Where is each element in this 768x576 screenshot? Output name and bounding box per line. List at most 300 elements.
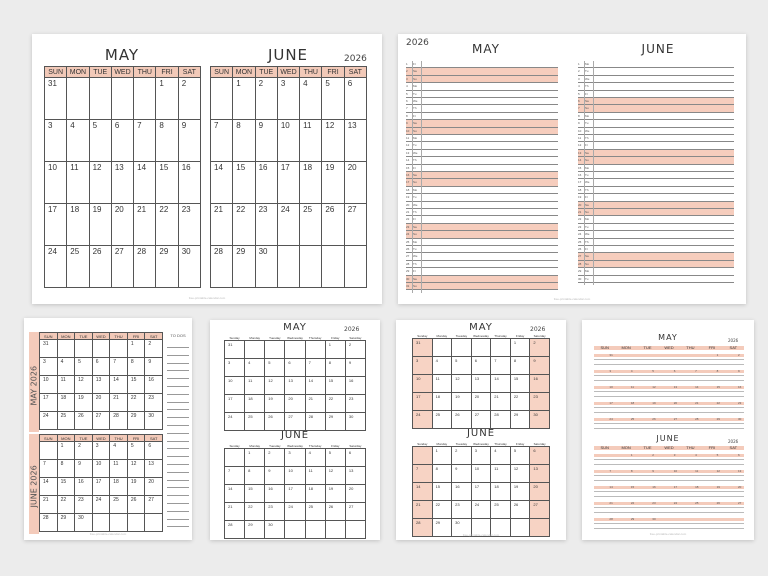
day-cell[interactable] [127,514,145,532]
day-cell[interactable]: 24 [471,501,491,519]
day-cell[interactable]: 2 [75,442,93,460]
day-row[interactable] [578,179,734,186]
day-row[interactable] [406,172,558,179]
day-number[interactable]: 7 [609,469,612,473]
day-number[interactable]: 23 [652,501,656,505]
day-cell[interactable]: 10 [225,377,245,395]
day-number[interactable]: 21 [695,401,699,405]
day-row[interactable] [578,142,734,149]
day-cell[interactable]: 28 [211,246,233,288]
day-cell[interactable]: 7 [110,358,128,376]
day-cell[interactable]: 3 [277,78,299,120]
day-cell[interactable]: 28 [413,519,433,537]
todo-line[interactable] [167,496,189,504]
day-number[interactable]: 4 [695,453,697,457]
day-cell[interactable]: 4 [57,358,75,376]
day-cell[interactable]: 14 [211,162,233,204]
day-cell[interactable]: 9 [75,460,93,478]
day-cell[interactable]: 14 [305,377,325,395]
day-number[interactable]: 12 [716,469,720,473]
day-cell[interactable] [40,442,58,460]
day-row[interactable] [578,120,734,127]
note-line[interactable] [594,380,744,381]
day-cell[interactable]: 20 [145,478,163,496]
day-cell[interactable]: 8 [233,120,255,162]
day-cell[interactable]: 22 [156,204,178,246]
day-cell[interactable]: 12 [510,465,530,483]
day-number[interactable]: 15 [630,485,635,489]
day-cell[interactable] [471,339,491,357]
day-cell[interactable]: 3 [413,357,433,375]
day-cell[interactable]: 25 [57,412,75,430]
day-cell[interactable]: 9 [265,467,285,485]
day-cell[interactable]: 9 [452,465,472,483]
day-cell[interactable]: 23 [178,204,200,246]
day-row[interactable] [406,194,558,201]
day-number[interactable]: 25 [695,501,699,505]
day-cell[interactable]: 6 [471,357,491,375]
day-cell[interactable]: 19 [89,204,111,246]
note-line[interactable] [594,428,744,429]
day-cell[interactable]: 19 [452,393,472,411]
day-cell[interactable]: 29 [432,519,452,537]
day-cell[interactable] [89,78,111,120]
todo-line[interactable] [167,519,189,527]
day-cell[interactable]: 15 [233,162,255,204]
todo-line[interactable] [167,356,189,364]
todo-line[interactable] [167,371,189,379]
day-cell[interactable]: 19 [325,485,345,503]
day-number[interactable]: 10 [609,385,613,389]
day-cell[interactable]: 9 [145,358,163,376]
day-cell[interactable]: 25 [300,204,322,246]
day-cell[interactable]: 5 [322,78,344,120]
day-cell[interactable]: 27 [345,503,365,521]
day-cell[interactable]: 20 [92,394,110,412]
day-cell[interactable]: 14 [413,483,433,501]
day-number[interactable]: 28 [609,517,613,521]
todo-line[interactable] [167,441,189,449]
day-row[interactable] [578,276,734,283]
note-line[interactable] [594,496,744,497]
day-cell[interactable] [211,78,233,120]
day-cell[interactable]: 6 [530,447,550,465]
day-cell[interactable] [285,521,305,539]
day-cell[interactable] [75,340,93,358]
day-row[interactable] [406,105,558,112]
day-number[interactable]: 29 [630,517,635,521]
day-cell[interactable]: 25 [110,496,128,514]
day-row[interactable] [406,179,558,186]
day-cell[interactable]: 12 [127,460,145,478]
day-cell[interactable] [432,339,452,357]
day-cell[interactable]: 25 [491,501,511,519]
day-row[interactable] [578,91,734,98]
day-cell[interactable]: 14 [110,376,128,394]
note-line[interactable] [594,480,744,481]
day-cell[interactable] [145,514,163,532]
day-cell[interactable]: 18 [491,483,511,501]
day-cell[interactable]: 25 [432,411,452,429]
day-row[interactable] [406,98,558,105]
day-cell[interactable]: 1 [233,78,255,120]
day-cell[interactable]: 22 [325,395,345,413]
day-cell[interactable]: 21 [40,496,58,514]
day-cell[interactable] [322,246,344,288]
day-cell[interactable]: 30 [345,413,365,431]
day-cell[interactable]: 30 [145,412,163,430]
day-cell[interactable]: 20 [111,204,133,246]
note-line[interactable] [594,528,744,529]
day-cell[interactable]: 20 [344,162,366,204]
day-cell[interactable]: 2 [255,78,277,120]
day-cell[interactable]: 11 [300,120,322,162]
day-cell[interactable]: 5 [89,120,111,162]
day-cell[interactable]: 11 [67,162,89,204]
day-number[interactable]: 6 [673,369,676,373]
day-cell[interactable]: 29 [156,246,178,288]
day-cell[interactable]: 2 [265,449,285,467]
day-cell[interactable]: 30 [530,411,550,429]
day-row[interactable] [578,165,734,172]
day-number[interactable]: 23 [738,401,742,405]
day-cell[interactable]: 16 [145,376,163,394]
day-cell[interactable]: 7 [40,460,58,478]
day-number[interactable]: 17 [673,485,678,489]
day-cell[interactable] [265,341,285,359]
day-number[interactable]: 24 [673,501,678,505]
day-cell[interactable]: 29 [233,246,255,288]
day-cell[interactable]: 15 [156,162,178,204]
day-cell[interactable]: 10 [277,120,299,162]
day-row[interactable] [406,216,558,223]
day-cell[interactable]: 21 [305,395,325,413]
day-number[interactable]: 19 [716,485,720,489]
note-line[interactable] [594,396,744,397]
note-line[interactable] [594,391,744,392]
day-cell[interactable]: 8 [127,358,145,376]
day-cell[interactable] [305,341,325,359]
day-cell[interactable]: 13 [145,460,163,478]
day-row[interactable] [406,120,558,127]
day-cell[interactable]: 13 [344,120,366,162]
day-cell[interactable]: 10 [285,467,305,485]
day-number[interactable]: 7 [695,369,697,373]
day-cell[interactable]: 24 [413,411,433,429]
day-cell[interactable]: 27 [285,413,305,431]
day-cell[interactable]: 7 [413,465,433,483]
day-cell[interactable]: 7 [491,357,511,375]
day-cell[interactable]: 11 [245,377,265,395]
day-cell[interactable]: 15 [57,478,75,496]
day-cell[interactable]: 28 [134,246,156,288]
day-cell[interactable]: 10 [92,460,110,478]
day-cell[interactable]: 14 [40,478,58,496]
day-cell[interactable]: 28 [110,412,128,430]
day-number[interactable]: 16 [652,485,656,489]
day-row[interactable] [406,231,558,238]
day-number[interactable]: 30 [738,417,742,421]
day-cell[interactable]: 14 [134,162,156,204]
calendar-card-stacked-weekends[interactable] [396,320,566,540]
day-cell[interactable]: 16 [255,162,277,204]
day-number[interactable]: 1 [716,353,719,357]
day-cell[interactable]: 16 [452,483,472,501]
day-cell[interactable]: 4 [67,120,89,162]
day-cell[interactable]: 13 [285,377,305,395]
day-number[interactable]: 2 [738,353,740,357]
day-row[interactable] [406,83,558,90]
day-number[interactable]: 28 [695,417,699,421]
day-cell[interactable] [245,341,265,359]
day-cell[interactable]: 22 [245,503,265,521]
day-cell[interactable]: 3 [45,120,67,162]
day-cell[interactable]: 13 [471,375,491,393]
day-cell[interactable] [92,340,110,358]
day-row[interactable] [406,76,558,83]
day-cell[interactable]: 5 [265,359,285,377]
day-number[interactable]: 21 [609,501,613,505]
day-cell[interactable]: 20 [345,485,365,503]
calendar-card-todo[interactable] [24,318,192,540]
day-cell[interactable]: 17 [40,394,58,412]
day-cell[interactable]: 23 [265,503,285,521]
day-row[interactable] [578,113,734,120]
todo-line[interactable] [167,387,189,395]
todo-line[interactable] [167,402,189,410]
day-cell[interactable]: 29 [127,412,145,430]
day-cell[interactable]: 18 [432,393,452,411]
day-cell[interactable]: 7 [134,120,156,162]
note-line[interactable] [594,512,744,513]
day-row[interactable] [578,61,734,68]
day-cell[interactable] [225,449,245,467]
day-cell[interactable]: 8 [510,357,530,375]
day-cell[interactable]: 20 [530,483,550,501]
note-line[interactable] [594,523,744,524]
day-cell[interactable]: 23 [145,394,163,412]
note-line[interactable] [594,423,744,424]
day-row[interactable] [578,202,734,209]
note-line[interactable] [594,412,744,413]
day-row[interactable] [406,187,558,194]
todo-line[interactable] [167,340,189,348]
day-number[interactable]: 6 [738,453,740,457]
day-cell[interactable]: 16 [75,478,93,496]
day-cell[interactable]: 11 [110,460,128,478]
day-cell[interactable]: 13 [111,162,133,204]
day-cell[interactable] [134,78,156,120]
day-cell[interactable]: 26 [265,413,285,431]
day-cell[interactable]: 27 [92,412,110,430]
day-cell[interactable]: 25 [67,246,89,288]
note-line[interactable] [594,459,744,460]
day-cell[interactable] [57,340,75,358]
day-cell[interactable]: 19 [510,483,530,501]
day-cell[interactable]: 18 [305,485,325,503]
day-cell[interactable]: 29 [325,413,345,431]
day-row[interactable] [578,128,734,135]
todo-line[interactable] [167,457,189,465]
day-number[interactable]: 25 [630,417,635,421]
day-cell[interactable]: 2 [530,339,550,357]
day-row[interactable] [406,283,558,290]
day-cell[interactable]: 1 [325,341,345,359]
day-cell[interactable]: 8 [57,460,75,478]
day-cell[interactable]: 17 [225,395,245,413]
day-cell[interactable] [344,246,366,288]
day-cell[interactable]: 12 [325,467,345,485]
day-row[interactable] [406,276,558,283]
day-cell[interactable]: 4 [110,442,128,460]
day-cell[interactable]: 31 [40,340,58,358]
day-cell[interactable]: 26 [322,204,344,246]
day-cell[interactable]: 15 [245,485,265,503]
day-cell[interactable]: 26 [510,501,530,519]
day-cell[interactable]: 21 [211,204,233,246]
day-cell[interactable]: 9 [255,120,277,162]
day-number[interactable]: 26 [652,417,656,421]
day-cell[interactable]: 18 [245,395,265,413]
day-cell[interactable]: 12 [452,375,472,393]
day-cell[interactable] [67,78,89,120]
day-cell[interactable]: 2 [145,340,163,358]
day-cell[interactable]: 3 [471,447,491,465]
day-row[interactable] [578,231,734,238]
day-row[interactable] [406,165,558,172]
day-row[interactable] [406,224,558,231]
day-cell[interactable]: 16 [530,375,550,393]
day-cell[interactable]: 21 [413,501,433,519]
day-cell[interactable] [285,341,305,359]
day-row[interactable] [406,246,558,253]
day-number[interactable]: 16 [738,385,742,389]
day-cell[interactable]: 30 [265,521,285,539]
calendar-card-may-june-landscape[interactable] [32,34,382,304]
day-cell[interactable]: 1 [510,339,530,357]
day-cell[interactable]: 30 [255,246,277,288]
day-cell[interactable]: 5 [510,447,530,465]
day-cell[interactable]: 31 [225,341,245,359]
day-cell[interactable]: 14 [225,485,245,503]
day-number[interactable]: 20 [738,485,742,489]
day-number[interactable]: 8 [630,469,633,473]
day-number[interactable]: 20 [673,401,678,405]
day-row[interactable] [406,61,558,68]
day-row[interactable] [406,142,558,149]
day-row[interactable] [578,187,734,194]
day-row[interactable] [406,209,558,216]
day-cell[interactable]: 23 [75,496,93,514]
day-cell[interactable] [110,340,128,358]
todo-line[interactable] [167,379,189,387]
day-cell[interactable] [111,78,133,120]
day-cell[interactable]: 10 [413,375,433,393]
day-cell[interactable]: 4 [432,357,452,375]
day-cell[interactable] [491,339,511,357]
day-cell[interactable]: 22 [127,394,145,412]
day-cell[interactable]: 30 [75,514,93,532]
todo-line[interactable] [167,473,189,481]
day-row[interactable] [578,150,734,157]
day-row[interactable] [578,209,734,216]
day-cell[interactable]: 21 [225,503,245,521]
day-cell[interactable]: 18 [67,204,89,246]
day-cell[interactable]: 26 [325,503,345,521]
day-cell[interactable]: 8 [245,467,265,485]
day-row[interactable] [578,76,734,83]
day-cell[interactable]: 5 [325,449,345,467]
day-row[interactable] [578,83,734,90]
day-cell[interactable]: 17 [277,162,299,204]
day-row[interactable] [406,253,558,260]
day-cell[interactable]: 27 [530,501,550,519]
day-cell[interactable]: 22 [57,496,75,514]
day-cell[interactable]: 26 [89,246,111,288]
day-number[interactable]: 14 [695,385,699,389]
day-number[interactable]: 13 [673,385,678,389]
day-cell[interactable]: 29 [57,514,75,532]
day-cell[interactable]: 19 [75,394,93,412]
day-cell[interactable]: 11 [432,375,452,393]
day-row[interactable] [406,202,558,209]
day-cell[interactable] [325,521,345,539]
day-number[interactable]: 29 [716,417,720,421]
day-number[interactable]: 12 [652,385,656,389]
day-cell[interactable]: 1 [156,78,178,120]
day-cell[interactable]: 10 [45,162,67,204]
day-cell[interactable]: 23 [345,395,365,413]
day-row[interactable] [578,253,734,260]
day-cell[interactable]: 10 [40,376,58,394]
day-number[interactable]: 27 [738,501,742,505]
note-line[interactable] [594,359,744,360]
day-row[interactable] [578,216,734,223]
todo-line[interactable] [167,504,189,512]
day-number[interactable]: 8 [716,369,719,373]
day-cell[interactable]: 16 [265,485,285,503]
day-cell[interactable]: 9 [345,359,365,377]
day-cell[interactable]: 16 [178,162,200,204]
day-cell[interactable]: 24 [277,204,299,246]
todo-line[interactable] [167,488,189,496]
note-line[interactable] [594,507,744,508]
day-cell[interactable]: 28 [491,411,511,429]
day-row[interactable] [406,68,558,75]
day-cell[interactable]: 11 [305,467,325,485]
day-cell[interactable]: 3 [40,358,58,376]
day-cell[interactable]: 26 [127,496,145,514]
day-cell[interactable]: 27 [111,246,133,288]
day-number[interactable]: 18 [630,401,635,405]
note-line[interactable] [594,407,744,408]
day-cell[interactable]: 17 [285,485,305,503]
day-row[interactable] [578,172,734,179]
day-row[interactable] [578,194,734,201]
day-cell[interactable]: 8 [325,359,345,377]
day-cell[interactable]: 12 [89,162,111,204]
day-cell[interactable]: 13 [345,467,365,485]
day-cell[interactable]: 15 [325,377,345,395]
day-cell[interactable]: 17 [471,483,491,501]
day-cell[interactable]: 3 [92,442,110,460]
day-cell[interactable] [92,514,110,532]
note-line[interactable] [594,375,744,376]
day-cell[interactable]: 25 [305,503,325,521]
day-number[interactable]: 26 [716,501,720,505]
day-cell[interactable]: 6 [111,120,133,162]
day-number[interactable]: 15 [716,385,720,389]
